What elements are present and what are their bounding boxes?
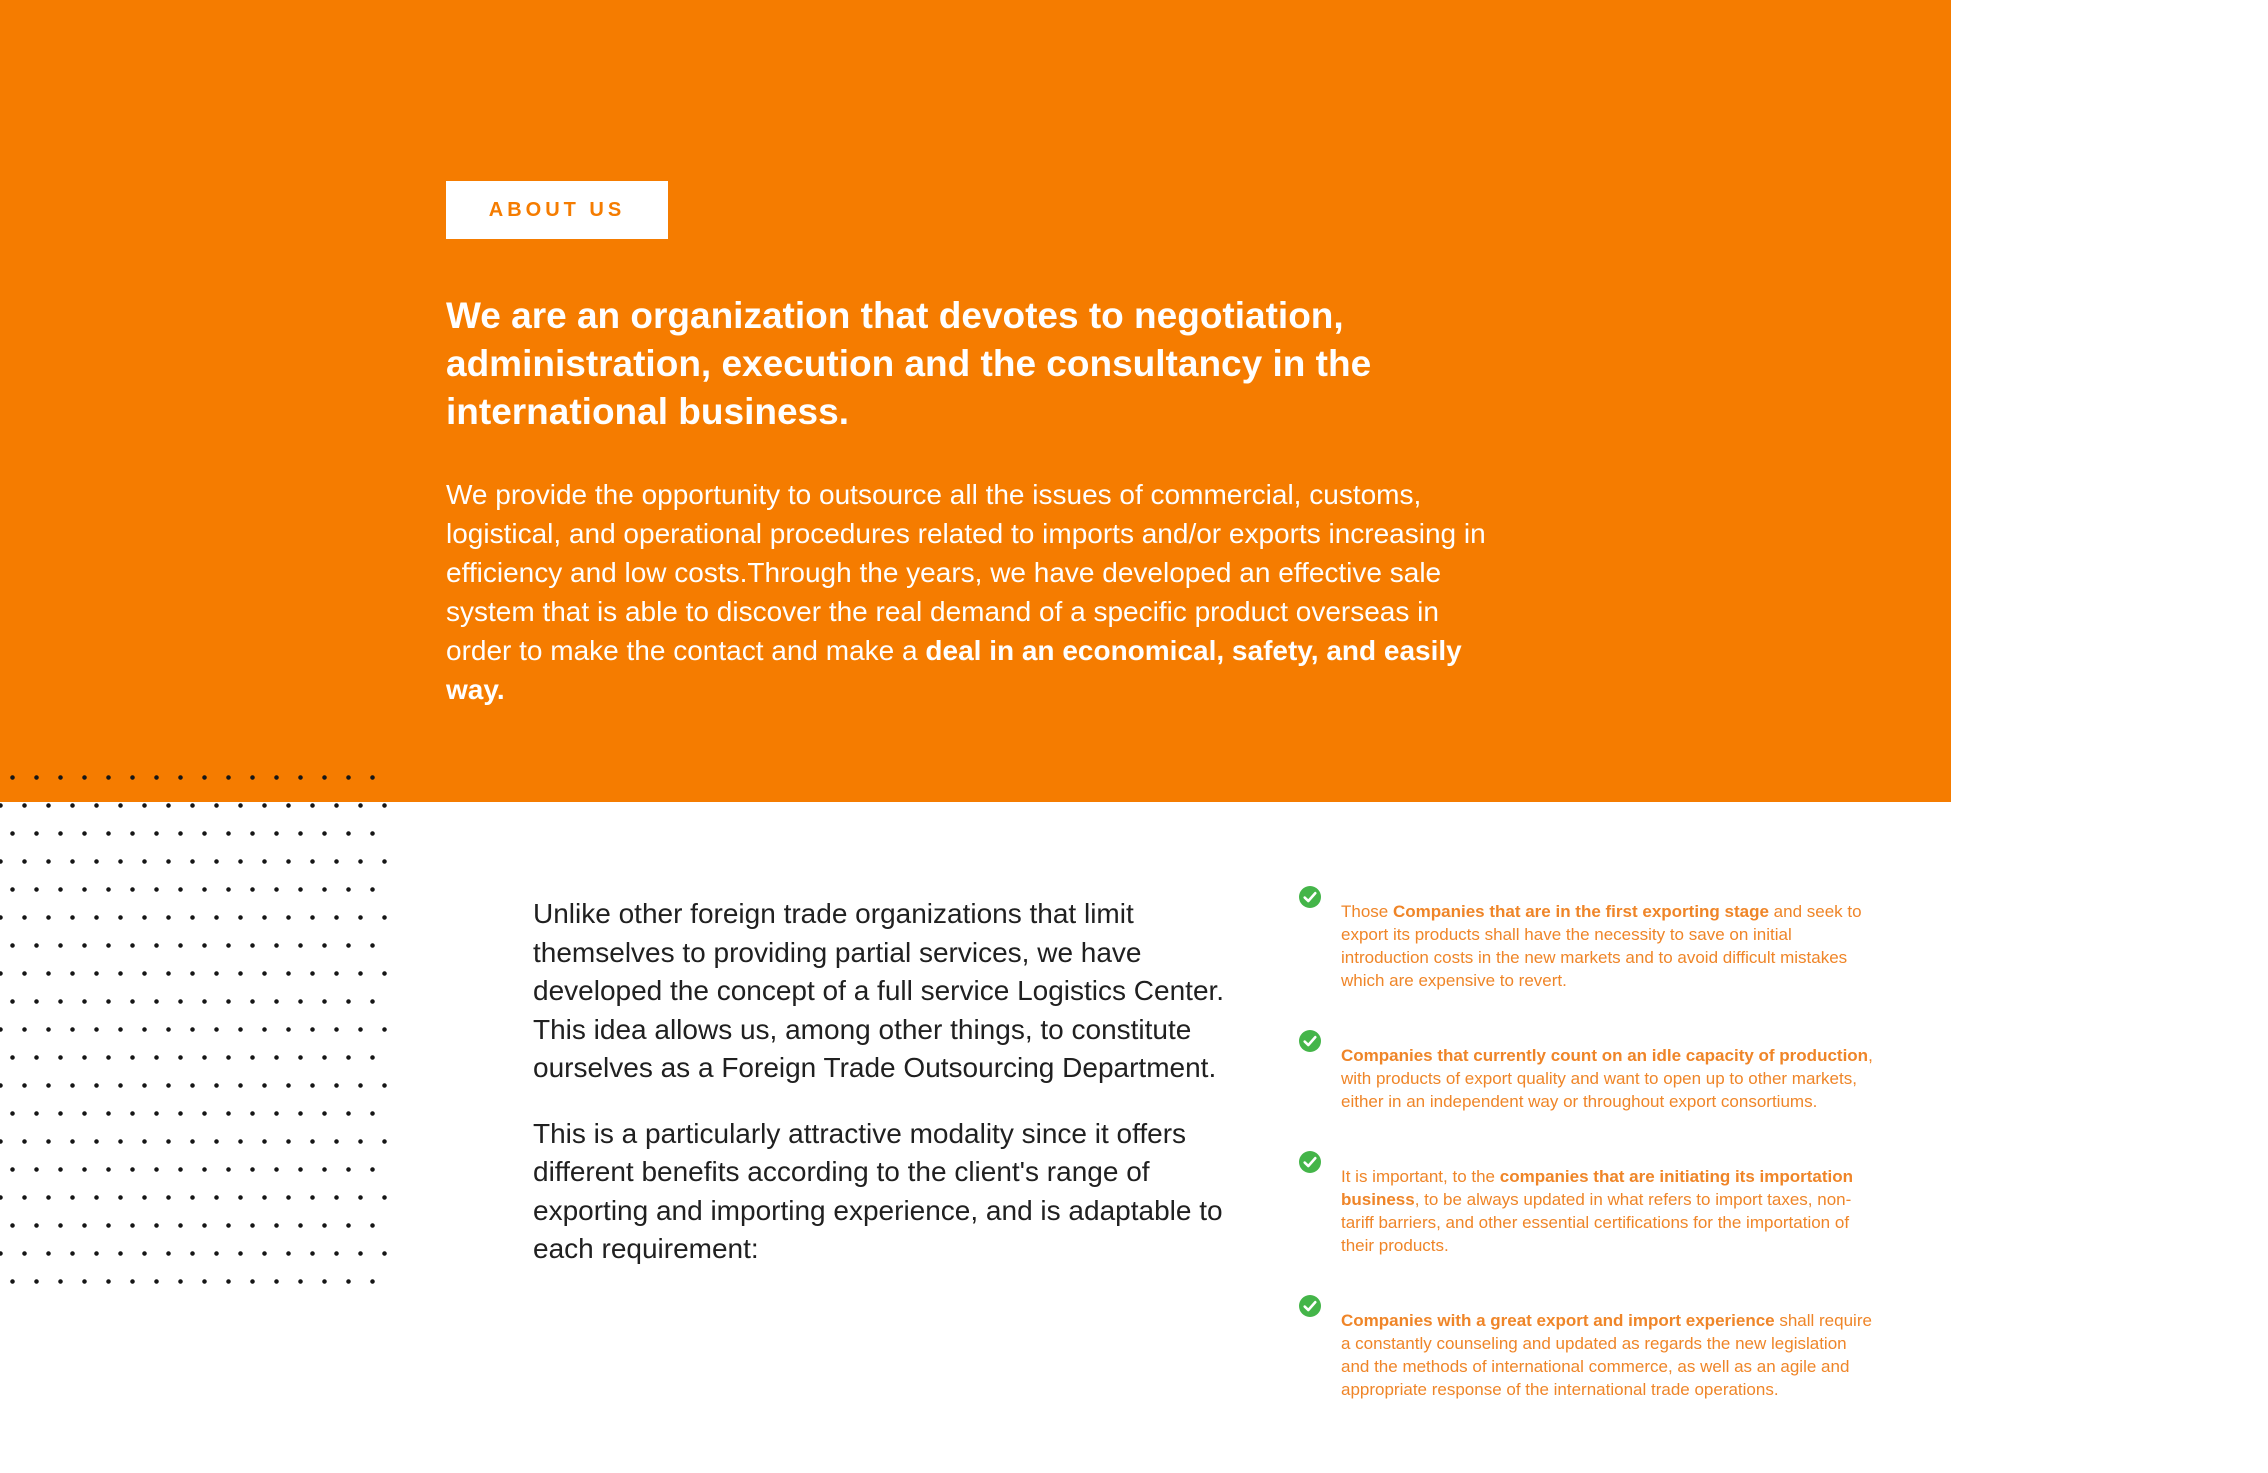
benefits-list — [1299, 883, 1899, 1418]
benefit-text-regular: , to be always updated in what refers to import taxes, non-tariff barriers, and other essential certifications for the importation of their products. — [1341, 1190, 1852, 1255]
hero-heading: We are an organization that devotes to negotiation, administration, execution and the consultancy in the international business. — [446, 295, 1372, 432]
hero-paragraph-regular: We provide the opportunity to outsource all the issues of commercial, customs, logistical, and operational procedures related to imports and/or exports increasing in efficiency and low costs.Through the years, we have developed an effective sale system that is able to discover the real demand of a specific product overseas in order to make the contact and make a — [446, 479, 1486, 666]
intro-paragraph-2: This is a particularly attractive modality since it offers different benefits according to the client's range of exporting and importing experience, and is adaptable to each requirement: — [533, 1117, 1223, 1264]
benefit-item-text — [1341, 1044, 1876, 1113]
benefit-item-text — [1341, 900, 1876, 992]
benefit-item-text — [1341, 1165, 1876, 1257]
benefit-text-bold: companies that are initiating its importation business — [1341, 1167, 1854, 1209]
benefit-text-regular: shall require a constantly counseling and updated as regards the new legislation and the methods of international commerce, as well as an agile and appropriate response of the international trade operations. — [1341, 1311, 1872, 1399]
list-item — [1299, 1027, 1899, 1130]
about-us-badge — [446, 181, 668, 239]
check-circle-icon — [1299, 1295, 1321, 1317]
benefit-text-regular: and seek to export its products shall have the necessity to save on initial introduction costs in the new markets and to avoid difficult mistakes which are expensive to revert. — [1341, 902, 1862, 990]
dot-pattern-decoration — [0, 775, 388, 1291]
hero-paragraph — [446, 475, 1486, 709]
check-circle-icon — [1299, 1151, 1321, 1173]
about-us-badge-label: ABOUT US — [488, 198, 626, 221]
benefit-text-regular: It is important, to the — [1341, 1167, 1500, 1186]
list-item — [1299, 883, 1899, 1009]
benefit-text-regular: Those — [1341, 902, 1393, 921]
benefit-text-bold: Companies that currently count on an idle capacity of production — [1341, 1046, 1869, 1065]
benefit-text-regular: , with products of export quality and want to open up to other markets, either in an independent way or throughout export consortiums. — [1341, 1046, 1873, 1111]
list-item — [1299, 1148, 1899, 1274]
intro-text-column — [533, 895, 1263, 1269]
benefit-text-bold: Companies with a great export and import experience — [1341, 1311, 1775, 1330]
intro-paragraph-1: Unlike other foreign trade organizations that limit themselves to providing partial services, we have developed the concept of a full service Logistics Center. This idea allows us, among other things, to constitute ourselves as a Foreign Trade Outsourcing Department. — [533, 898, 1225, 1083]
about-hero-section — [0, 0, 1951, 802]
benefit-item-text — [1341, 1309, 1876, 1401]
benefit-text-bold: Companies that are in the first exporting stage — [1392, 902, 1769, 921]
hero-paragraph-bold: deal in an economical, safety, and easily way. — [446, 635, 1462, 705]
list-item — [1299, 1292, 1899, 1418]
check-circle-icon — [1299, 886, 1321, 908]
check-circle-icon — [1299, 1030, 1321, 1052]
